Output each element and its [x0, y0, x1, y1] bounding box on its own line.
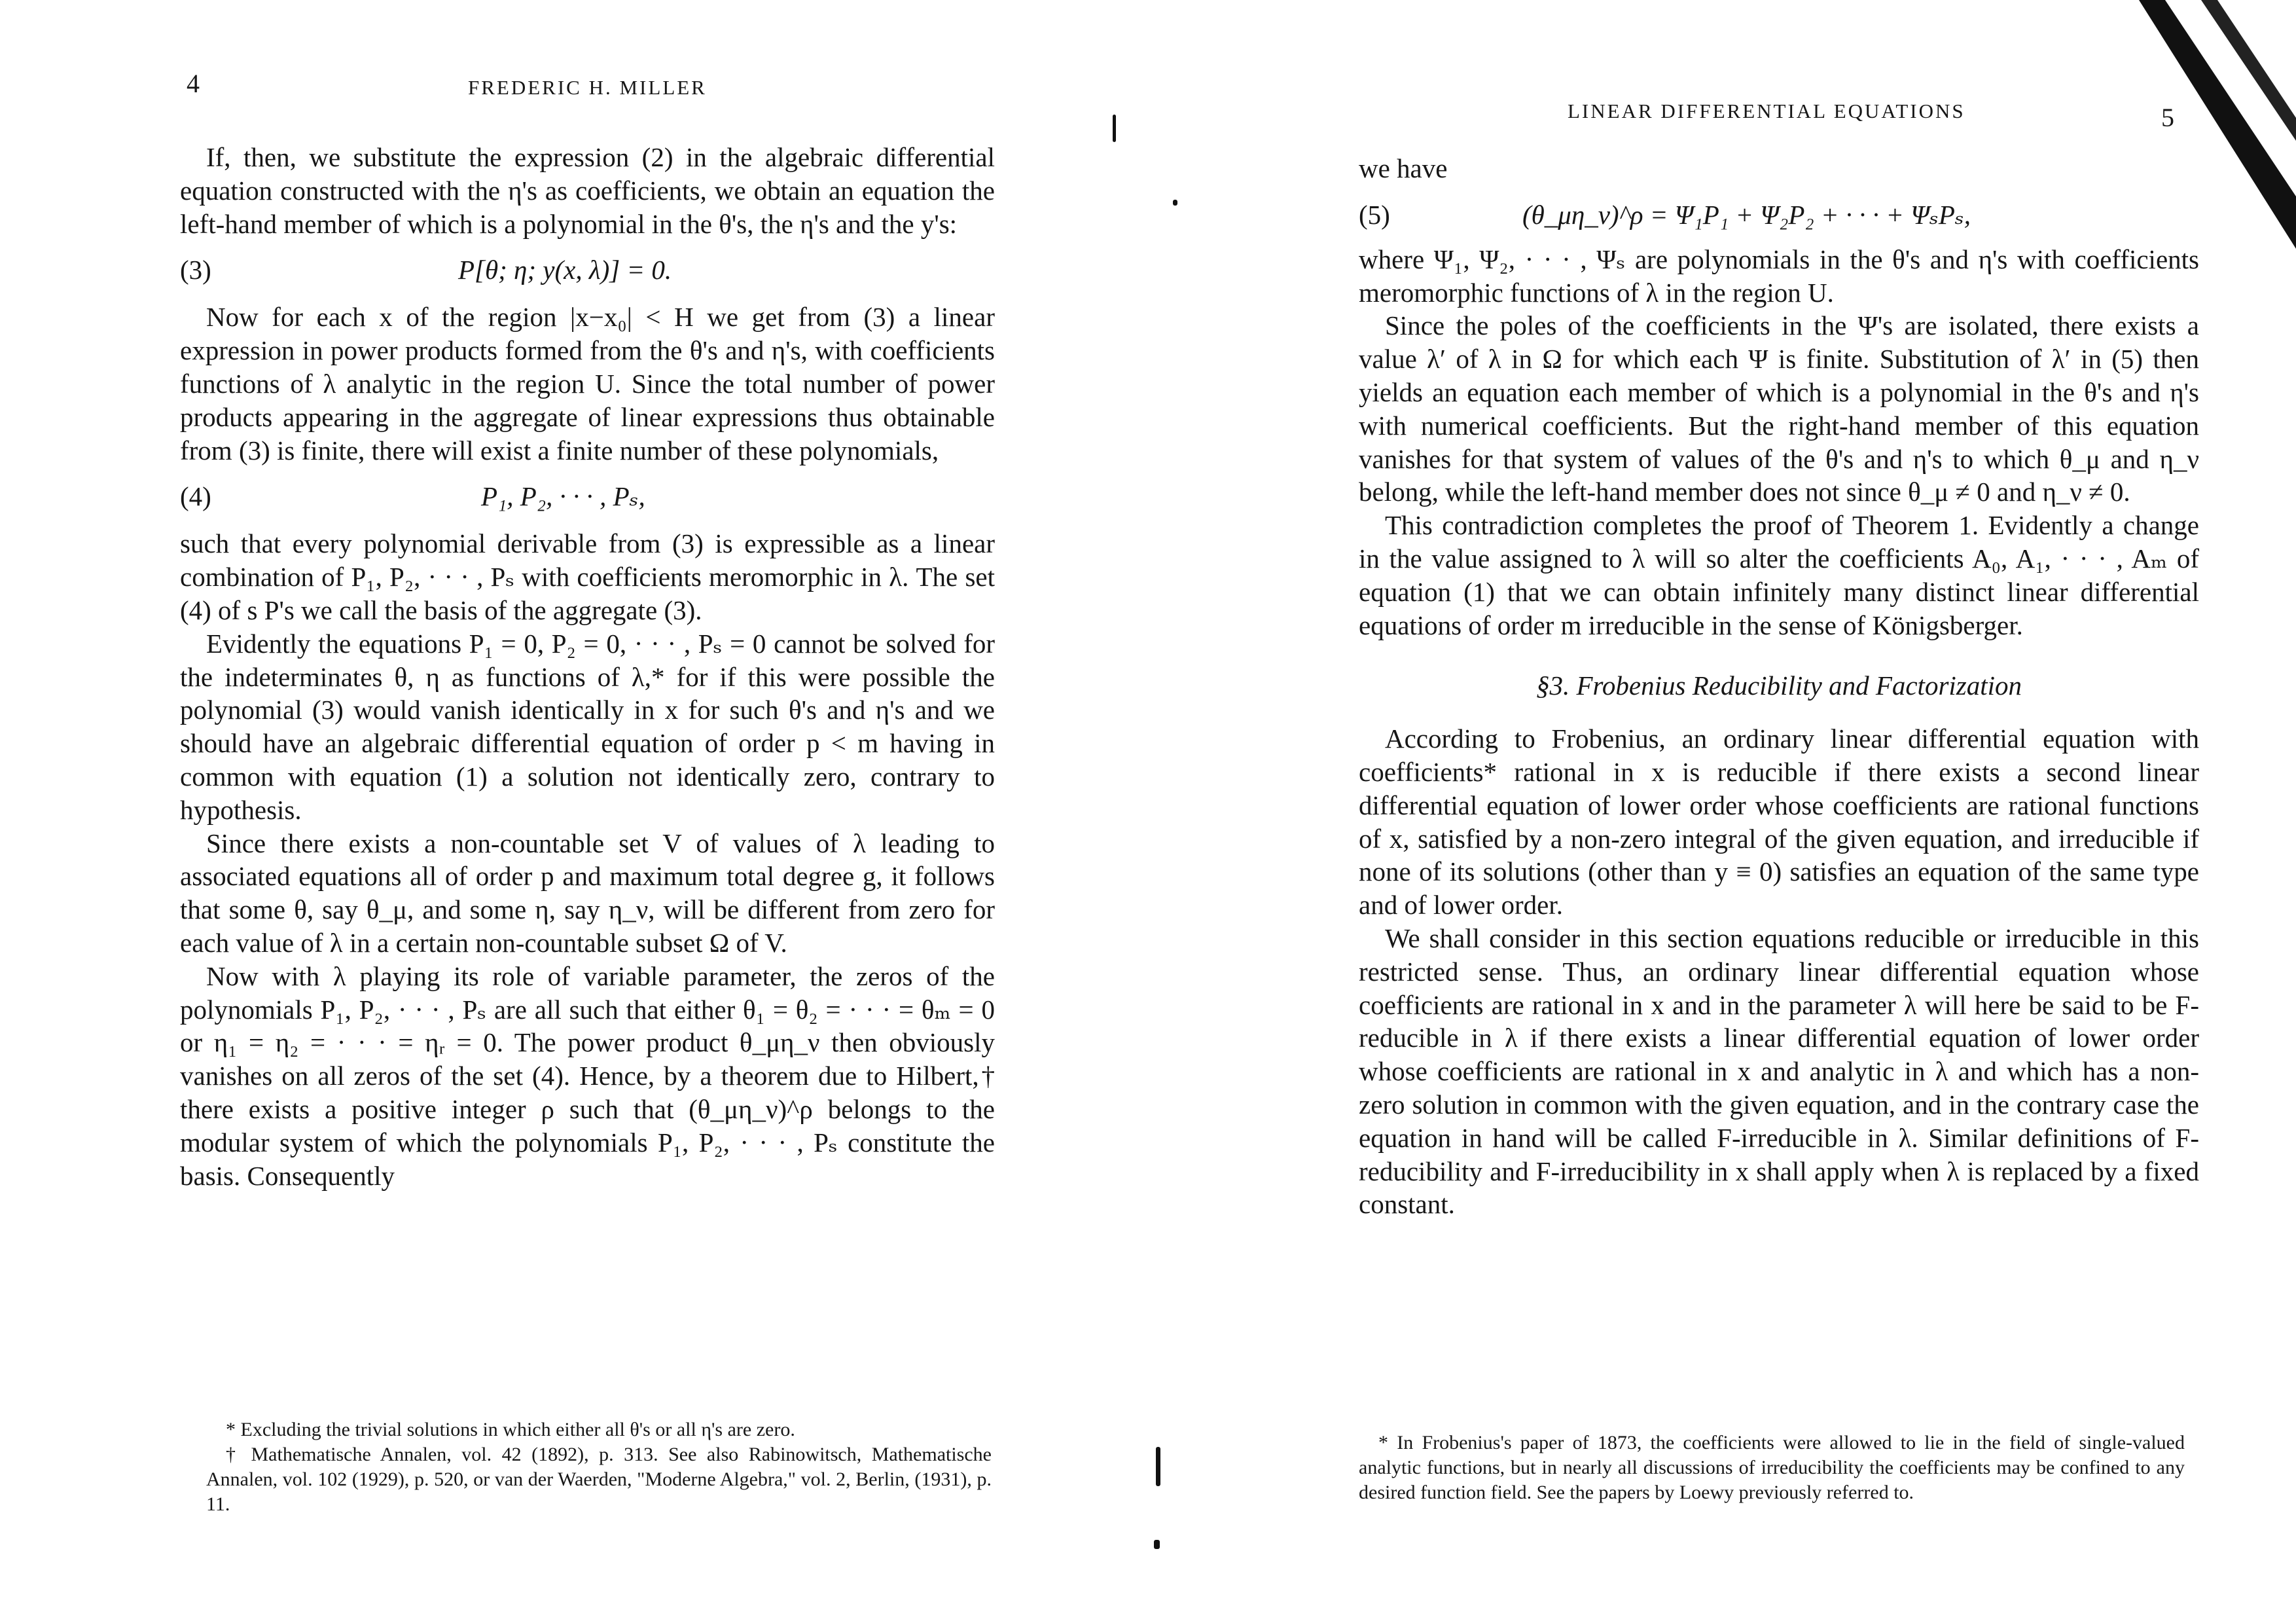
equation-number: (5) — [1359, 199, 1390, 230]
section-title: §3. Frobenius Reducibility and Factorization — [1535, 670, 2022, 701]
footnote: † Mathematische Annalen, vol. 42 (1892), p. 313. See also Rabinowitsch, Mathematische Annalen, vol. 102 (1929), p. 520, or van der Waerden, "Moderne Algebra," vol. 2, Berlin, (1931), p. 11. — [206, 1444, 992, 1515]
paragraph: Since there exists a non-countable set V of values of λ leading to associated equations all of order p and maximum total degree g, it follows that some θ, say θ_μ, and some η, say η_ν, will be different from zero for each value of λ in a certain non-countable subset Ω of V. — [180, 828, 995, 958]
page-number: 5 — [2161, 103, 2174, 132]
equation-number: (3) — [180, 255, 211, 285]
left-page — [167, 0, 1008, 1623]
equation-4 — [180, 467, 995, 527]
paragraph: If, then, we substitute the expression (2) in the algebraic differential equation constructed with the η's as coefficients, we obtain an equation the left-hand member of which is a polynomial in the θ's, the η's and the y's: — [180, 142, 995, 239]
paragraph: Since the poles of the coefficients in the Ψ's are isolated, there exists a value λ′ of λ in Ω for which each Ψ is finite. Substitution of λ′ in (5) then yields an equation each member of which is a polynomial in the θ's and η's with numerical coefficients. But the right-hand member of this equation vanishes for that system of values of the θ's and η's to which θ_μ and η_ν belong, while the left-hand member does not since θ_μ ≠ 0 and η_ν ≠ 0. — [1359, 310, 2199, 507]
paragraph: This contradiction completes the proof of Theorem 1. Evidently a change in the value assigned to λ will so alter the coefficients A₀, A₁, · · · , Aₘ of equation (1) that we can obtain infinitely many distinct linear differential equations of order m irreducible in the sense of Königsberger. — [1359, 510, 2199, 640]
paragraph: Evidently the equations P₁ = 0, P₂ = 0, · · · , Pₛ = 0 cannot be solved for the indeterminates θ, η as functions of λ,* for if this were possible the polynomial (3) would vanish identically in x for such θ's and η's and we should have an algebraic differential equation of order p < m having in common with equation (1) a solution not identically zero, contrary to hypothesis. — [180, 628, 995, 825]
gutter-mark — [1113, 115, 1116, 142]
scan-edge-shadow — [2139, 0, 2296, 275]
paragraph: Now for each x of the region |x−x₀| < H we get from (3) a linear expression in power products formed from the θ's and η's, with coefficients functions of λ analytic in the region U. Since the total number of power products appearing in the aggregate of linear expressions thus obtainable from (3) is finite, there will exist a finite number of these polynomials, — [180, 302, 995, 465]
paragraph: such that every polynomial derivable from (3) is expressible as a linear combination of P₁, P₂, · · · , Pₛ with coefficients meromorphic in λ. The set (4) of s P's we call the basis of the aggregate (3). — [180, 528, 995, 625]
paragraph: we have — [1359, 153, 1448, 183]
running-head: LINEAR DIFFERENTIAL EQUATIONS — [1568, 100, 1965, 122]
equation-3 — [180, 240, 995, 301]
right-body-text — [1359, 152, 2199, 1221]
footnote: * Excluding the trivial solutions in which either all θ's or all η's are zero. — [226, 1419, 795, 1440]
footnote: * In Frobenius's paper of 1873, the coefficients were allowed to lie in the field of single-valued analytic functions, but in nearly all discussions of irreducibility the coefficients may be confined to any desired function field. See the papers by Loewy previously referred to. — [1359, 1432, 2185, 1503]
gutter-mark — [1173, 200, 1177, 206]
equation-expression: (θ_μη_ν)^ρ = Ψ₁P₁ + Ψ₂P₂ + · · · + ΨₛPₛ, — [1522, 199, 1971, 230]
paragraph: We shall consider in this section equations reducible or irreducible in this restricted sense. Thus, an ordinary linear differential equation whose coefficients are rational in x and in the parameter λ will here be said to be F-reducible in λ if there exists a linear differential equation of lower order whose coefficients are rational in x and analytic in λ and which has a non-zero solution in common with the given equation, and in the contrary case the equation in hand will be called F-irreducible in λ. Similar definitions of F-reducibility and F-irreducibility in x shall apply when λ is replaced by a fixed constant. — [1359, 922, 2199, 1220]
equation-expression: P[θ; η; y(x, λ)] = 0. — [458, 255, 672, 285]
right-footnotes — [1359, 1431, 2185, 1505]
gutter-mark — [1156, 1447, 1160, 1486]
paragraph: where Ψ₁, Ψ₂, · · · , Ψₛ are polynomials in the θ's and η's with coefficients meromorphic functions of λ in the region U. — [1359, 244, 2199, 308]
equation-5 — [1359, 185, 2199, 243]
running-head: FREDERIC H. MILLER — [468, 76, 707, 99]
equation-expression: P₁, P₂, · · · , Pₛ, — [481, 481, 645, 512]
left-footnotes — [206, 1417, 992, 1517]
gutter-mark — [1154, 1540, 1160, 1549]
left-body-text — [180, 141, 995, 1192]
page-number: 4 — [187, 69, 200, 98]
paragraph: Now with λ playing its role of variable parameter, the zeros of the polynomials P₁, P₂, · · · , Pₛ are all such that either θ₁ = θ₂ = · · · = θₘ = 0 or η₁ = η₂ = · · · = ηᵣ = 0. The power product θ_μη_ν then obviously vanishes on all zeros of the set (4). Hence, by a theorem due to Hilbert,† there exists a positive integer ρ such that (θ_μη_ν)^ρ belongs to the modular system of which the polynomials P₁, P₂, · · · , Pₛ constitute the basis. Consequently — [180, 960, 995, 1191]
right-page — [1342, 0, 2199, 1623]
equation-number: (4) — [180, 481, 211, 512]
paragraph: According to Frobenius, an ordinary linear differential equation with coefficients* rational in x is reducible if there exists a second linear differential equation of lower order whose coefficients are rational functions of x, satisfied by a non-zero integral of the given equation, and irreducible if none of its solutions (other than y ≡ 0) satisfies an equation of the same type and of lower order. — [1359, 723, 2199, 921]
